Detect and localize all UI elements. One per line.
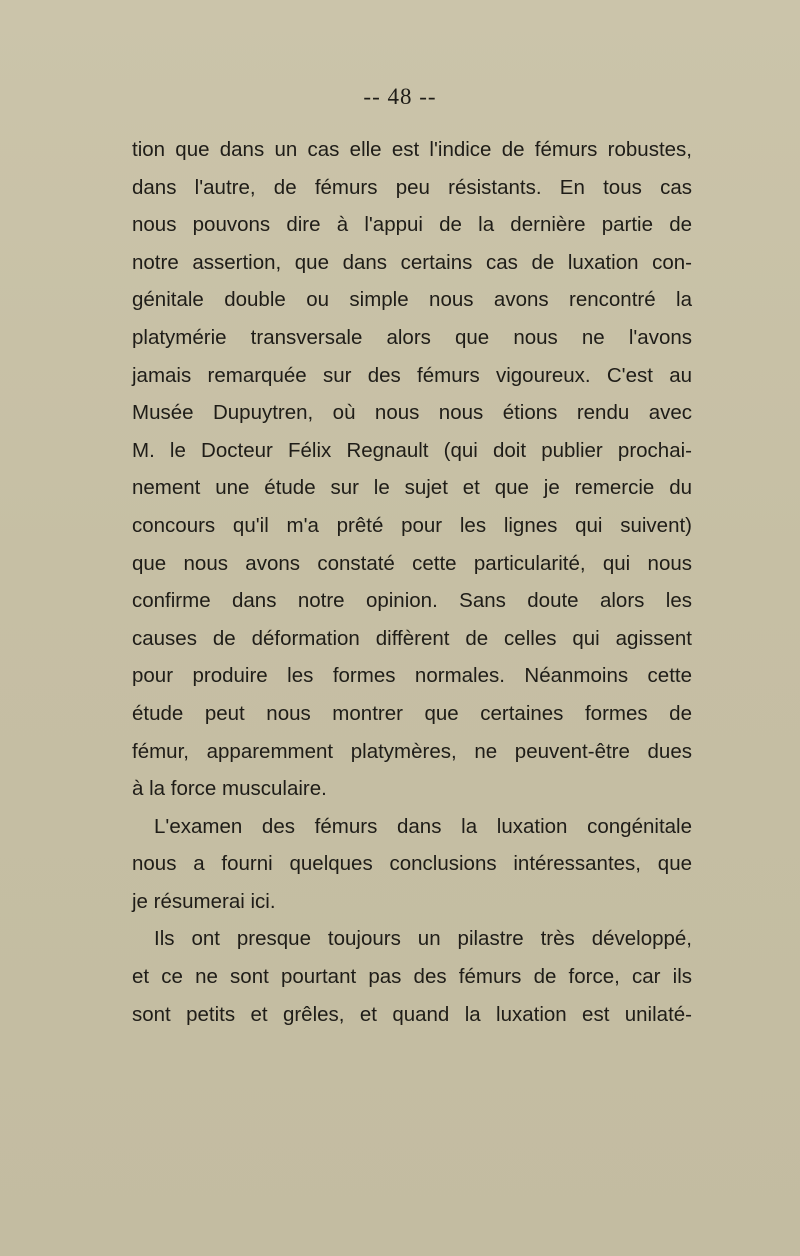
paragraph-1 — [132, 131, 692, 808]
paragraph-2 — [132, 808, 692, 921]
paragraph-3 — [132, 920, 692, 1033]
text-line: M. le Docteur Félix Regnault (qui doit publier prochai- — [132, 438, 692, 462]
text-line: nous a fourni quelques conclusions intéressantes, que — [132, 852, 692, 876]
text-line: nement une étude sur le sujet et que je remercie du — [132, 476, 692, 500]
text-line: confirme dans notre opinion. Sans doute alors les — [132, 589, 692, 613]
text-line: et ce ne sont pourtant pas des fémurs de force, car ils — [132, 965, 692, 989]
text-line: pour produire les formes normales. Néanmoins cette — [132, 664, 692, 688]
text-line: que nous avons constaté cette particularité, qui nous — [132, 551, 692, 575]
text-line: tion que dans un cas elle est l'indice de fémurs robustes, — [132, 138, 692, 161]
text-line: platymérie transversale alors que nous ne l'avons — [132, 325, 692, 349]
text-line: Musée Dupuytren, où nous nous étions rendu avec — [132, 401, 692, 425]
text-line: je résumerai ici. — [132, 889, 276, 913]
text-line: dans l'autre, de fémurs peu résistants. En tous cas — [132, 175, 692, 199]
text-line: jamais remarquée sur des fémurs vigoureux. C'est au — [132, 363, 692, 387]
text-line: étude peut nous montrer que certaines formes de — [132, 701, 692, 725]
body-text — [132, 131, 692, 1033]
text-line: concours qu'il m'a prêté pour les lignes qui suivent) — [132, 513, 692, 537]
text-line: génitale double ou simple nous avons rencontré la — [132, 288, 692, 312]
text-line: à la force musculaire. — [132, 777, 327, 801]
text-line: causes de déformation diffèrent de celles qui agissent — [132, 626, 692, 650]
text-line: sont petits et grêles, et quand la luxation est unilaté- — [132, 1002, 692, 1026]
page-number: -- 48 -- — [363, 84, 437, 109]
text-line: fémur, apparemment platymères, ne peuvent-être dues — [132, 739, 692, 763]
text-line: notre assertion, que dans certains cas de luxation con- — [132, 250, 692, 274]
text-line: nous pouvons dire à l'appui de la dernière partie de — [132, 213, 692, 237]
text-line: L'examen des fémurs dans la luxation congénitale — [154, 814, 692, 838]
text-line: Ils ont presque toujours un pilastre très développé, — [154, 927, 692, 951]
